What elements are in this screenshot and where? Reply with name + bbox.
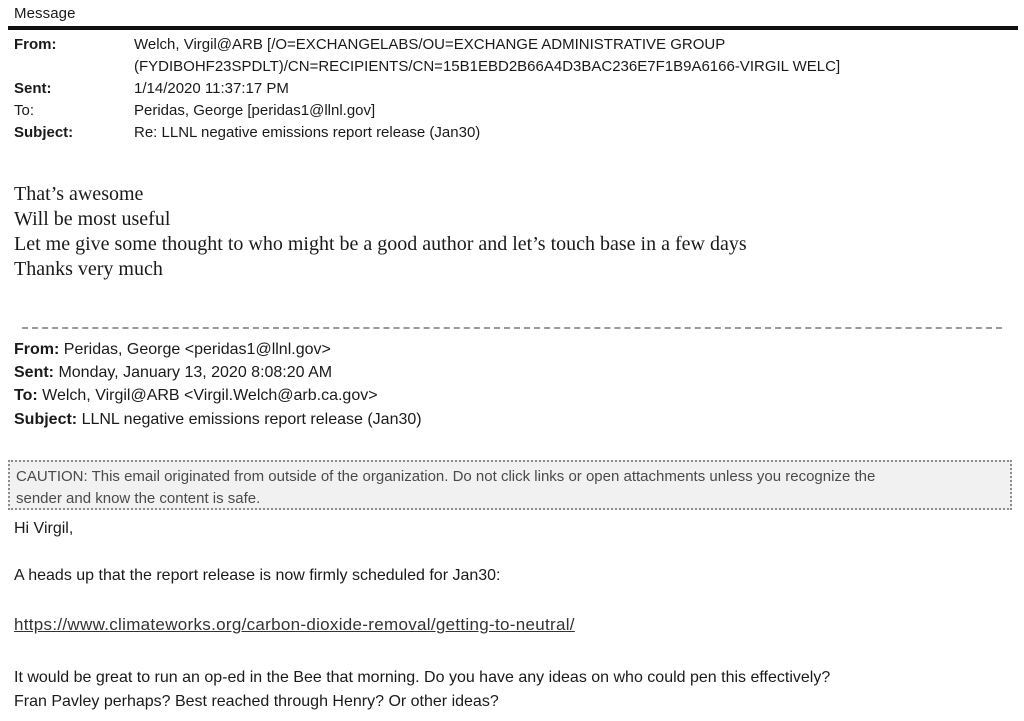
header-to-label: To:	[14, 102, 35, 119]
reply-line-4: Thanks very much	[14, 258, 163, 280]
body-paragraph-2-line-2: Fran Pavley perhaps? Best reached through Henry? Or other ideas?	[14, 693, 499, 710]
body-paragraph-1: A heads up that the report release is now firmly scheduled for Jan30:	[14, 567, 501, 584]
forward-subject-row	[14, 410, 422, 430]
caution-line-1: CAUTION: This email originated from outside of the organization. Do not click links or open attachments unless you recognize the	[16, 468, 876, 485]
forward-to-value: Welch, Virgil@ARB <Virgil.Welch@arb.ca.gov>	[37, 387, 378, 404]
forward-from-value: Peridas, George <peridas1@llnl.gov>	[59, 341, 331, 358]
greeting: Hi Virgil,	[14, 520, 74, 537]
forward-subject-label: Subject:	[14, 411, 78, 428]
external-caution-banner	[8, 460, 1012, 510]
message-label: Message	[14, 5, 76, 22]
forward-from-row	[14, 340, 331, 360]
header-sent-value: 1/14/2020 11:37:17 PM	[134, 80, 289, 97]
header-divider	[8, 26, 1018, 30]
header-from-label: From:	[14, 36, 57, 53]
reply-line-1: That’s awesome	[14, 183, 144, 205]
reply-line-2: Will be most useful	[14, 208, 171, 230]
forward-sent-row	[14, 363, 332, 383]
forward-sent-label: Sent:	[14, 364, 54, 381]
forward-subject-value: LLNL negative emissions report release (Jan30)	[77, 411, 422, 428]
header-subject-label: Subject:	[14, 124, 74, 141]
forward-to-label: To:	[14, 387, 38, 404]
body-paragraph-2-line-1: It would be great to run an op-ed in the Bee that morning. Do you have any ideas on who could pen this effectively?	[14, 669, 831, 686]
header-from-value: Welch, Virgil@ARB [/O=EXCHANGELABS/OU=EXCHANGE ADMINISTRATIVE GROUP	[134, 36, 726, 53]
reply-line-3: Let me give some thought to who might be a good author and let’s touch base in a few days	[14, 233, 747, 255]
header-subject-value: Re: LLNL negative emissions report release (Jan30)	[134, 124, 481, 141]
forward-to-row	[14, 386, 378, 406]
caution-line-2: sender and know the content is safe.	[16, 490, 261, 507]
forward-sent-value: Monday, January 13, 2020 8:08:20 AM	[54, 364, 333, 381]
forward-from-label: From:	[14, 341, 60, 358]
report-link[interactable]: https://www.climateworks.org/carbon-dioxide-removal/getting-to-neutral/	[14, 615, 575, 634]
header-from-value-continued: (FYDIBOHF23SPDLT)/CN=RECIPIENTS/CN=15B1EBD2B66A4D3BAC236E7F1B9A6166-VIRGIL WELC]	[134, 58, 841, 75]
header-to-value: Peridas, George [peridas1@llnl.gov]	[134, 102, 376, 119]
forward-divider	[22, 327, 1002, 329]
header-sent-label: Sent:	[14, 80, 52, 97]
